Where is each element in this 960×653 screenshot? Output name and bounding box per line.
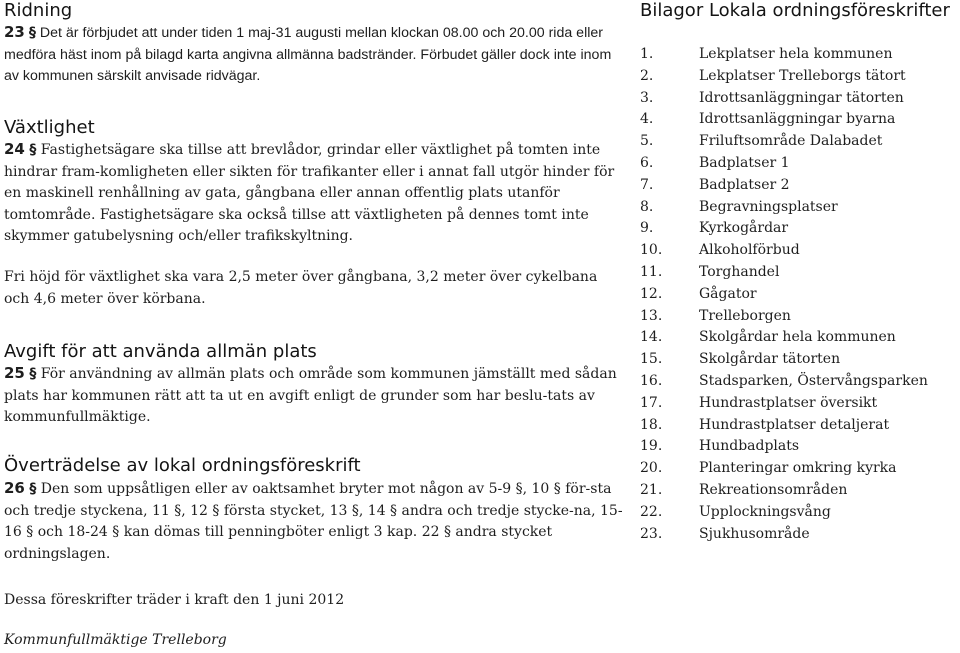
attachment-label: Badplatser 1 (699, 154, 790, 171)
attachment-number: 9. (640, 220, 654, 237)
paragraph-number: 23 (4, 23, 25, 41)
paragraph-number: 26 (4, 479, 25, 497)
attachment-number: 5. (640, 133, 654, 150)
attachment-number: 13. (640, 307, 663, 324)
attachment-item (640, 480, 928, 502)
paragraph-text: För användning av allmän plats och område som kommunen jämställt med sådan plats har kommunen rätt att ta ut en avgift enligt de grunder som har beslu-tats av kommunfullmäktige. (4, 366, 617, 425)
section-sign: § (29, 142, 37, 158)
section-heading-vaxtlighet: Växtlighet (4, 117, 95, 138)
attachment-item (640, 197, 928, 219)
paragraph-26 (4, 478, 624, 565)
attachment-label: Planteringar omkring kyrka (699, 460, 897, 477)
attachment-label: Hundrastplatser översikt (699, 394, 878, 411)
attachment-item (640, 502, 928, 524)
attachment-label: Idrottsanläggningar byarna (699, 111, 896, 128)
attachment-item (640, 218, 928, 240)
attachment-number: 23. (640, 525, 663, 542)
paragraph-24-height: Fri höjd för växtlighet ska vara 2,5 meter över gångbana, 3,2 meter över cykelbana och 4,6 meter över körbana. (4, 269, 598, 307)
attachment-number: 2. (640, 67, 654, 84)
attachment-label: Alkoholförbud (699, 242, 800, 259)
attachment-item (640, 284, 928, 306)
attachment-item (640, 109, 928, 131)
attachment-item (640, 349, 928, 371)
attachment-number: 21. (640, 481, 663, 498)
attachment-item (640, 240, 928, 262)
attachment-number: 15. (640, 351, 663, 368)
attachment-label: Stadsparken, Östervångsparken (699, 372, 928, 389)
attachment-number: 22. (640, 503, 663, 520)
attachment-label: Skolgårdar tätorten (699, 351, 841, 368)
attachment-label: Idrottsanläggningar tätorten (699, 89, 904, 106)
attachment-label: Badplatser 2 (699, 176, 790, 193)
attachment-number: 10. (640, 242, 663, 259)
attachments-list (640, 44, 928, 545)
attachment-item (640, 153, 928, 175)
section-heading-avgift: Avgift för att använda allmän plats (4, 341, 317, 362)
attachment-number: 18. (640, 416, 663, 433)
attachment-label: Skolgårdar hela kommunen (699, 329, 896, 346)
paragraph-number: 24 (4, 140, 25, 158)
attachment-label: Hundrastplatser detaljerat (699, 416, 890, 433)
attachment-label: Friluftsområde Dalabadet (699, 133, 883, 150)
paragraph-25 (4, 363, 624, 429)
attachment-item (640, 88, 928, 110)
attachment-label: Trelleborgen (699, 307, 791, 324)
attachment-item (640, 327, 928, 349)
section-sign: § (29, 366, 37, 382)
attachment-item (640, 393, 928, 415)
attachment-label: Upplockningsvång (699, 503, 831, 520)
attachment-item (640, 306, 928, 328)
attachment-number: 19. (640, 438, 663, 455)
attachment-number: 7. (640, 176, 654, 193)
attachment-label: Hundbadplats (699, 438, 800, 455)
paragraph-text: Fastighetsägare ska tillse att brevlådor, grindar eller växtlighet på tomten inte hindrar fram-komligheten eller sikten för trafikanter eller i annat fall utgör hinder för en maskinell renhållning av gata, gångbana eller annan offentlig plats utanför tomtområde. Fastighetsägare ska också tillse att växtligheten på dennes tomt inte skymmer gatubelysning och/eller trafikskyltning. (4, 142, 615, 244)
attachment-item (640, 262, 928, 284)
attachment-number: 6. (640, 154, 654, 171)
paragraph-23 (4, 22, 624, 88)
attachment-number: 20. (640, 460, 663, 477)
attachment-label: Lekplatser hela kommunen (699, 46, 893, 62)
attachment-label: Kyrkogårdar (699, 220, 789, 237)
attachment-item (640, 436, 928, 458)
attachments-heading: Bilagor Lokala ordningsföreskrifter (640, 0, 950, 21)
section-sign: § (28, 25, 36, 41)
attachment-number: 11. (640, 263, 663, 280)
paragraph-number: 25 (4, 364, 25, 382)
attachment-item (640, 66, 928, 88)
signature-text: Kommunfullmäktige Trelleborg (4, 632, 227, 648)
attachment-number: 16. (640, 372, 663, 389)
attachment-number: 14. (640, 329, 663, 346)
attachment-item (640, 44, 928, 66)
section-sign: § (29, 481, 37, 497)
attachment-label: Gågator (699, 285, 757, 302)
attachment-number: 12. (640, 285, 663, 302)
attachment-item (640, 131, 928, 153)
attachment-label: Sjukhusområde (699, 525, 810, 542)
attachment-item (640, 458, 928, 480)
attachment-number: 8. (640, 198, 654, 215)
attachment-number: 3. (640, 89, 654, 106)
attachment-item (640, 175, 928, 197)
paragraph-text: Det är förbjudet att under tiden 1 maj-31 augusti mellan klockan 08.00 och 20.00 rida eller medföra häst inom på bilagd karta angivna allmänna badstränder. Förbudet gäller dock inte inom av kommunen särskilt anvisade ridvägar. (4, 25, 612, 84)
section-heading-overtradelse: Överträdelse av lokal ordningsföreskrift (4, 455, 361, 476)
attachment-number: 1. (640, 46, 654, 62)
attachment-number: 4. (640, 111, 654, 128)
attachment-label: Lekplatser Trelleborgs tätort (699, 67, 906, 84)
effective-date-text: Dessa föreskrifter träder i kraft den 1 juni 2012 (4, 592, 345, 608)
attachment-label: Begravningsplatser (699, 198, 838, 215)
attachment-item (640, 524, 928, 546)
attachment-label: Torghandel (699, 263, 780, 280)
attachment-item (640, 371, 928, 393)
paragraph-text: Den som uppsåtligen eller av oaktsamhet bryter mot någon av 5-9 §, 10 § för-sta och tredje styckena, 11 §, 12 § första stycket, 13 §, 14 § andra och tredje stycke-na, 15-16 § och 18-24 § kan dömas till penningböter enligt 3 kap. 22 § andra stycket ordningslagen. (4, 481, 623, 562)
attachment-number: 17. (640, 394, 663, 411)
attachment-item (640, 415, 928, 437)
section-heading-ridning: Ridning (4, 0, 73, 21)
paragraph-24 (4, 139, 624, 248)
attachment-label: Rekreationsområden (699, 481, 848, 498)
